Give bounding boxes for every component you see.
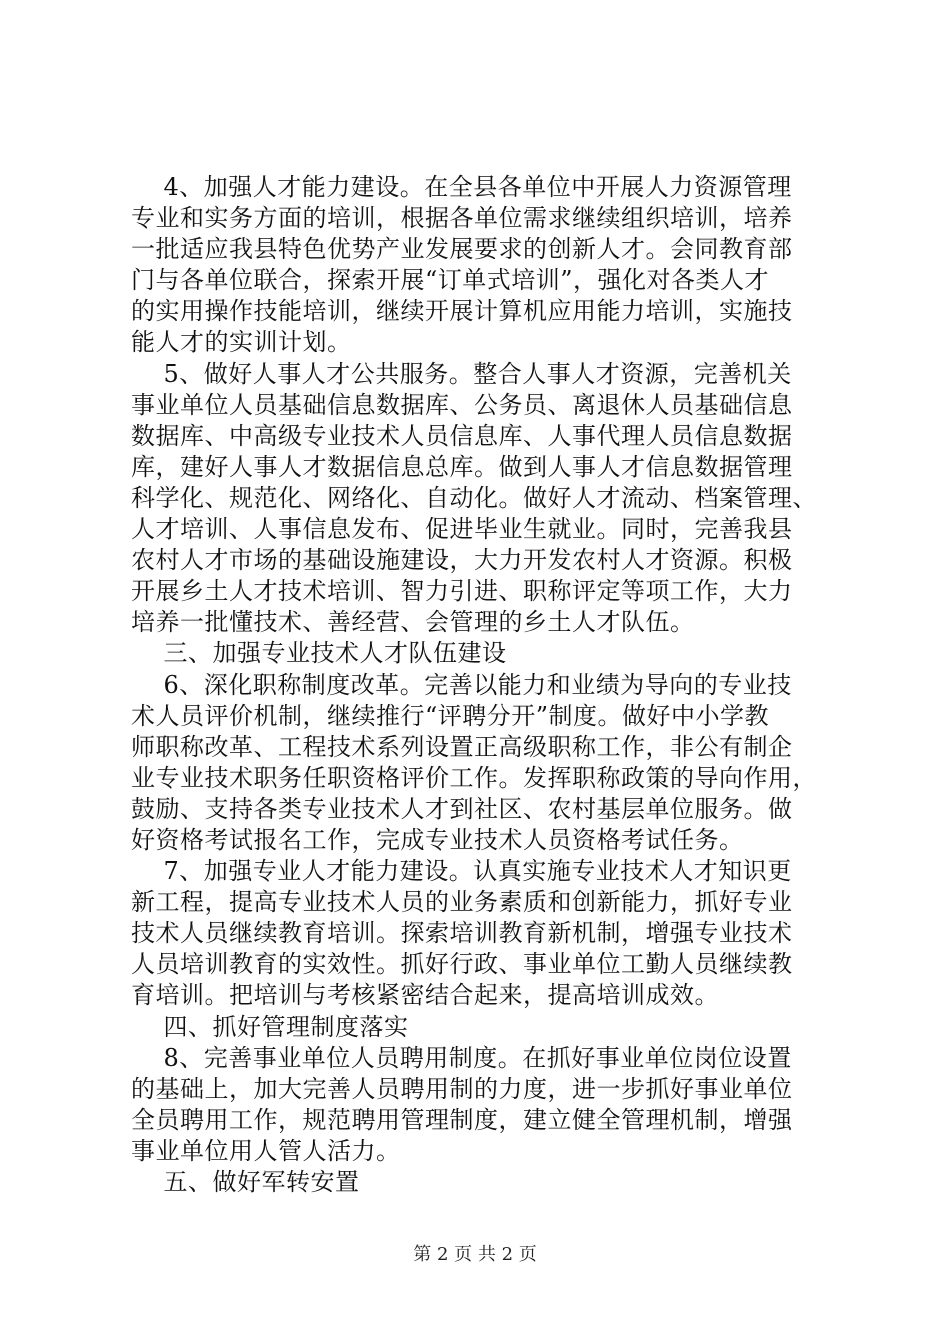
- text-line: 库，建好人事人才数据信息总库。做到人事人才信息数据管理: [131, 452, 793, 481]
- text-line: 农村人才市场的基础设施建设，大力开发农村人才资源。积极: [131, 546, 793, 575]
- text-line: 的基础上，加大完善人员聘用制的力度，进一步抓好事业单位: [131, 1074, 793, 1103]
- text-line: 四、抓好管理制度落实: [131, 1012, 409, 1041]
- text-line: 5、做好人事人才公共服务。整合人事人才资源，完善机关: [131, 359, 792, 388]
- text-line: 事业单位用人管人活力。: [131, 1136, 401, 1165]
- document-body: [131, 172, 831, 1198]
- text-line: 业专业技术职务任职资格评价工作。发挥职称政策的导向作用，: [131, 763, 817, 792]
- text-line: 好资格考试报名工作，完成专业技术人员资格考试任务。: [131, 825, 744, 854]
- text-line: 6、深化职称制度改革。完善以能力和业绩为导向的专业技: [131, 670, 792, 699]
- text-line: 专业和实务方面的培训，根据各单位需求继续组织培训，培养: [131, 204, 793, 233]
- text-line: 师职称改革、工程技术系列设置正高级职称工作，非公有制企: [131, 732, 793, 761]
- text-line: 培养一批懂技术、善经营、会管理的乡土人才队伍。: [131, 608, 695, 637]
- page-footer: 第 2 页 共 2 页: [413, 1244, 537, 1265]
- text-line: 事业单位人员基础信息数据库、公务员、离退休人员基础信息: [131, 390, 793, 419]
- text-line: 全员聘用工作，规范聘用管理制度，建立健全管理机制，增强: [131, 1105, 793, 1134]
- text-line: 数据库、中高级专业技术人员信息库、人事代理人员信息数据: [131, 421, 793, 450]
- text-line: 五、做好军转安置: [131, 1168, 360, 1196]
- text-line: 门与各单位联合，探索开展“订单式培训”，强化对各类人才: [131, 266, 770, 295]
- text-line: 人员培训教育的实效性。抓好行政、事业单位工勤人员继续教: [131, 950, 793, 979]
- text-line: 技术人员继续教育培训。探索培训教育新机制，增强专业技术: [131, 919, 793, 948]
- text-line: 人才培训、人事信息发布、促进毕业生就业。同时，完善我县: [131, 515, 793, 544]
- text-line: 三、加强专业技术人才队伍建设: [131, 639, 507, 668]
- text-line: 的实用操作技能培训，继续开展计算机应用能力培训，实施技: [131, 297, 793, 326]
- text-line: 一批适应我县特色优势产业发展要求的创新人才。会同教育部: [131, 235, 793, 264]
- text-line: 鼓励、支持各类专业技术人才到社区、农村基层单位服务。做: [131, 794, 793, 823]
- text-line: 术人员评价机制，继续推行“评聘分开”制度。做好中小学教: [131, 701, 770, 730]
- text-line: 科学化、规范化、网络化、自动化。做好人才流动、档案管理、: [131, 483, 817, 512]
- text-line: 8、完善事业单位人员聘用制度。在抓好事业单位岗位设置: [131, 1043, 792, 1072]
- text-line: 7、加强专业人才能力建设。认真实施专业技术人才知识更: [131, 857, 792, 886]
- text-line: 能人才的实训计划。: [131, 328, 352, 357]
- text-line: 开展乡土人才技术培训、智力引进、职称评定等项工作，大力: [131, 577, 793, 606]
- text-line: 育培训。把培训与考核紧密结合起来，提高培训成效。: [131, 981, 719, 1010]
- text-line: 4、加强人才能力建设。在全县各单位中开展人力资源管理: [131, 173, 792, 201]
- text-line: 新工程，提高专业技术人员的业务素质和创新能力，抓好专业: [131, 888, 793, 917]
